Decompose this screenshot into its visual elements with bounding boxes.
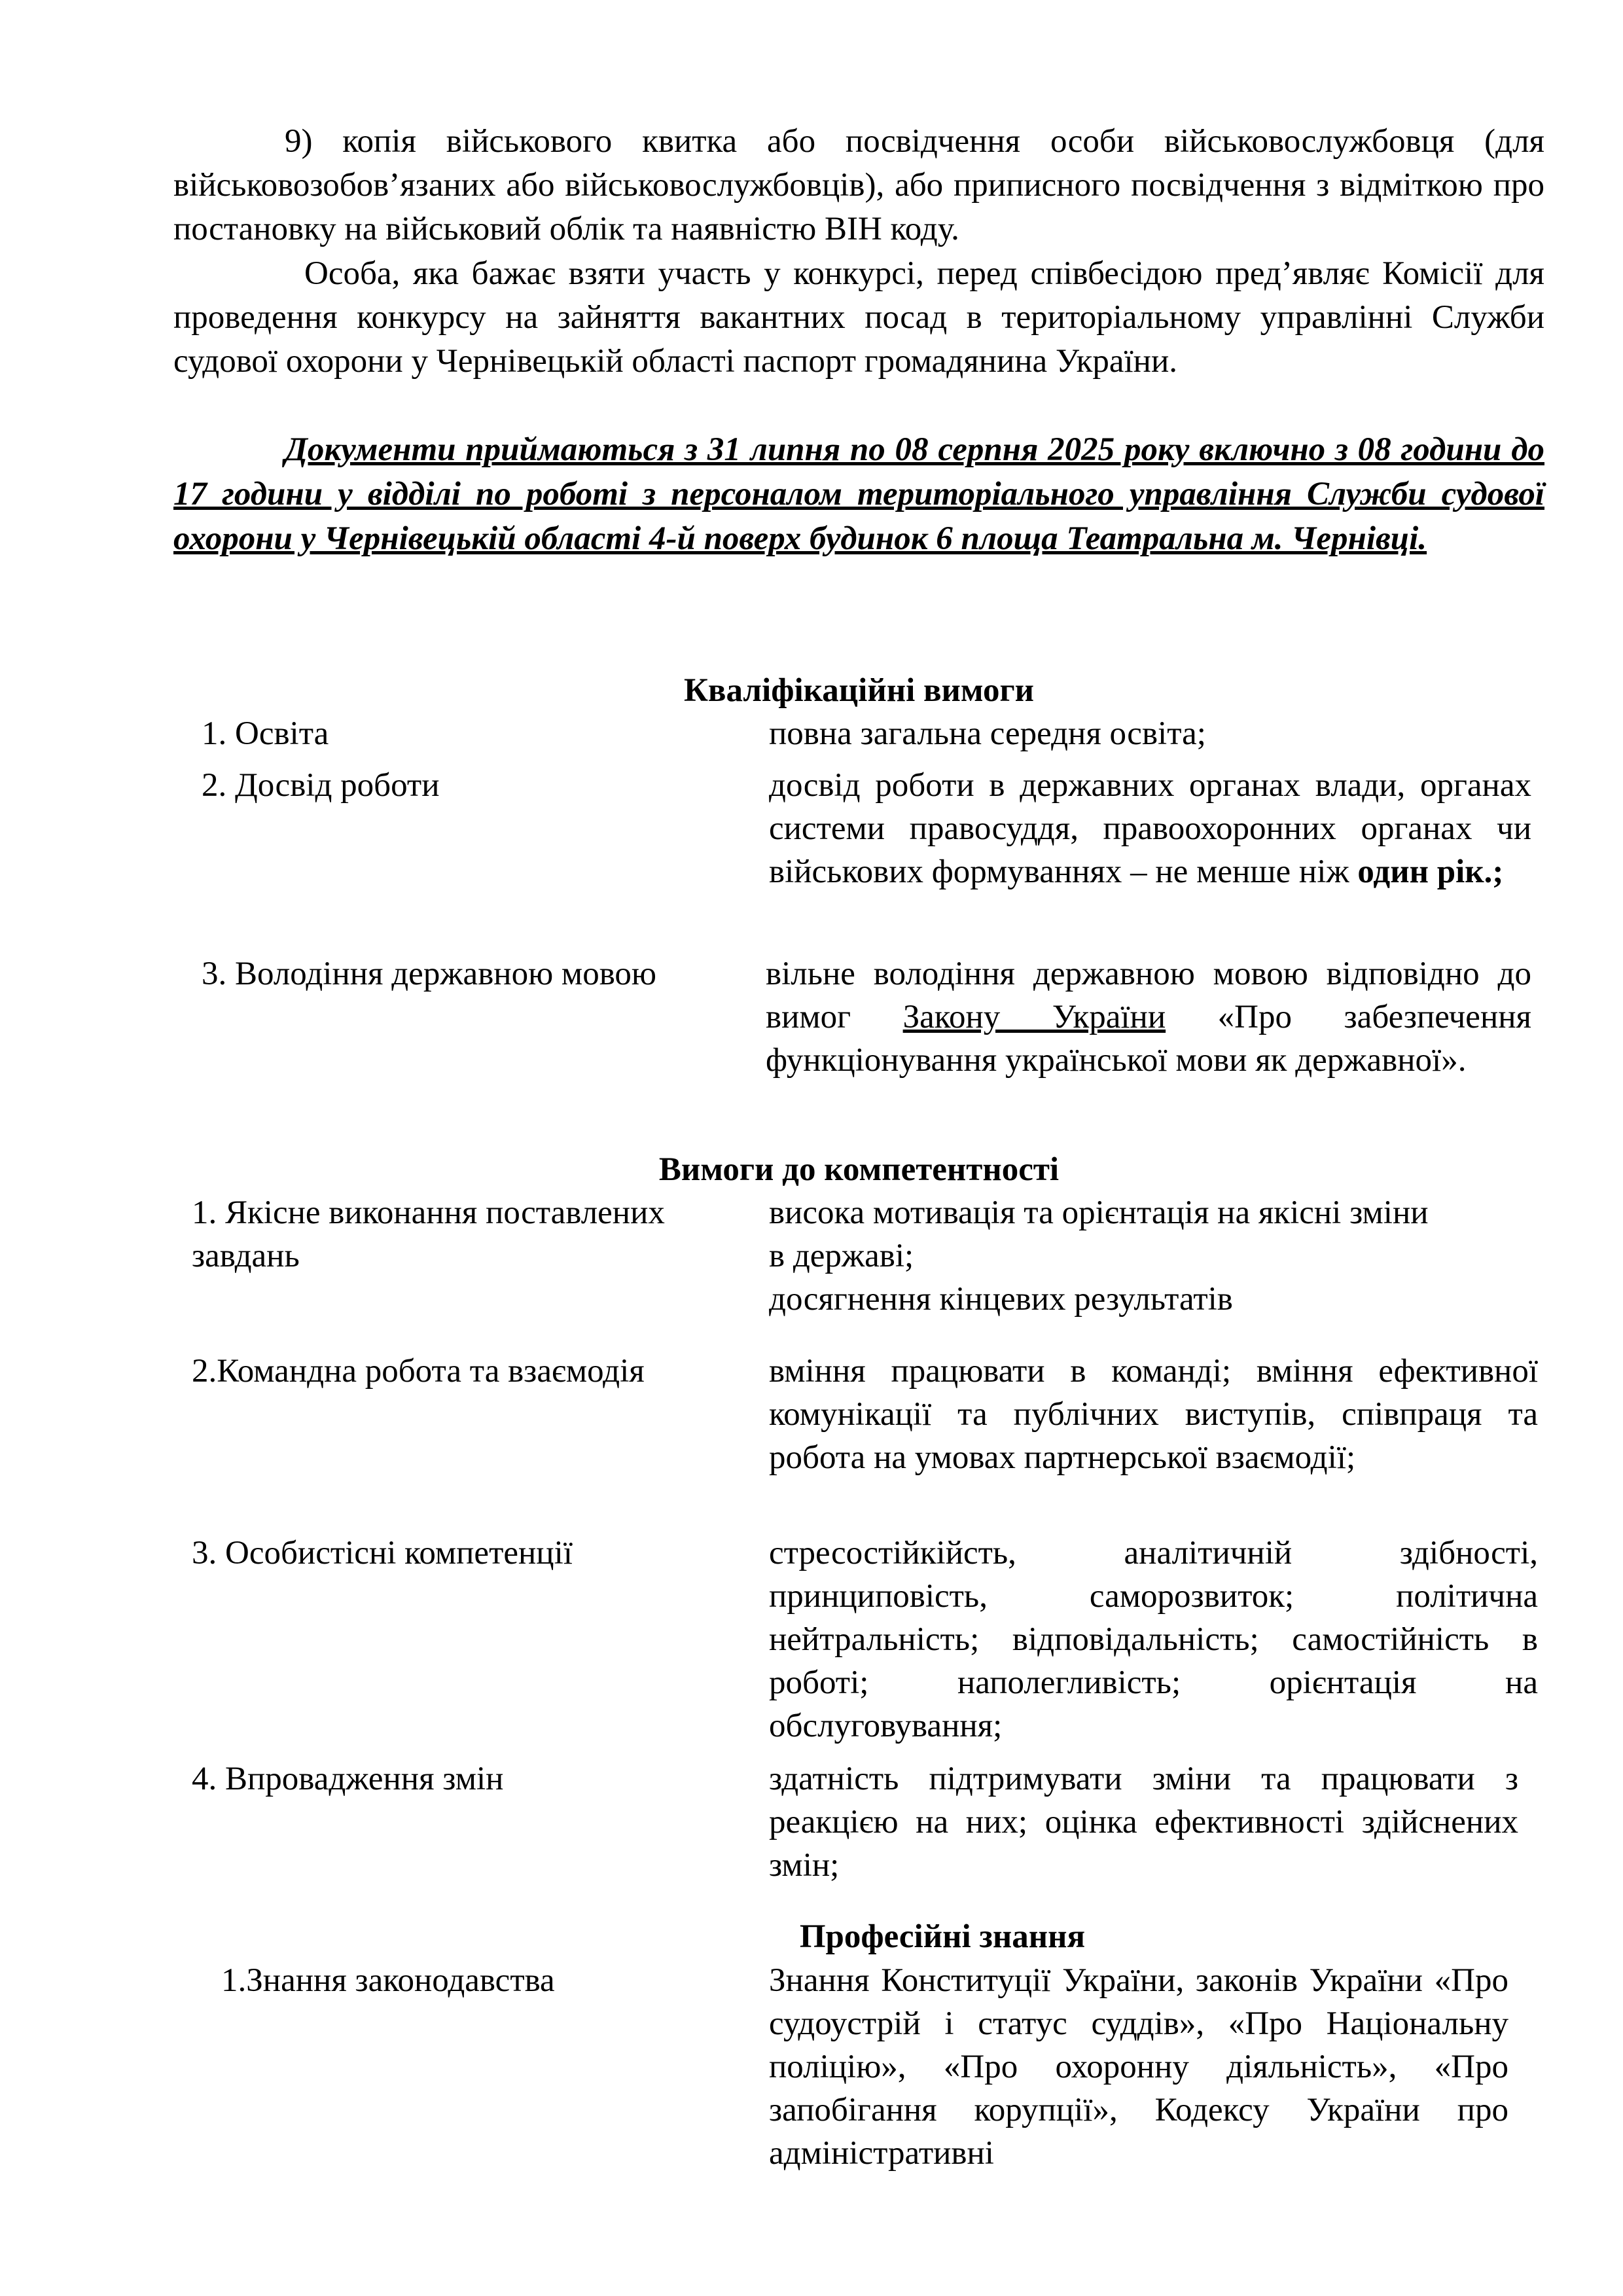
change-label: 4. Впровадження змін — [192, 1761, 504, 1797]
language-text-end: «Про забезпечення функціонування української мови як державної». — [766, 999, 1531, 1079]
experience-label: 2. Досвід роботи — [202, 767, 440, 804]
item-9-military-document: 9) копія військового квитка або посвідчення особи військовослужбовця (для військовозобов’язаних або військовослужбовців), або приписного посвідчення з відміткою про постановку на військовий облік та наявністю ВІН коду. — [173, 123, 1544, 247]
team-label: 2.Командна робота та взаємодія — [192, 1353, 645, 1390]
documents-announcement: Документи приймаються з 31 липня по 08 серпня 2025 року включно з 08 години до 17 години у відділі по роботі з персоналом територіального управління Служби судової охорони у Чернівецькій області 4-й поверх будинок 6 площа Театральна м. Чернівці. — [173, 431, 1544, 557]
change-value: здатність підтримувати зміни та працювати з реакцією на них; оцінка ефективності здійснених змін; — [769, 1761, 1518, 1884]
experience-end: .; — [1484, 853, 1504, 890]
education-label: 1. Освіта — [202, 715, 329, 752]
language-text: вільне володіння державною мовою відповідно до вимог — [766, 956, 1531, 1035]
law-knowledge-value: Знання Конституції України, законів України «Про судоустрій і статус суддів», «Про Національну поліцію», «Про охоронну діяльність», «Про запобігання корупції», Кодексу України про адміністративні — [769, 1962, 1508, 2172]
task-label: 1. Якісне виконання поставлених завдань — [192, 1194, 665, 1274]
competence-title: Вимоги до компетентності — [658, 1151, 1060, 1188]
task-value — [769, 1191, 1430, 1321]
language-label: 3. Володіння державною мовою — [202, 956, 657, 992]
personal-value: стресостійкійсть, аналітичній здібності, принциповість, саморозвиток; політична нейтральність; відповідальність; самостійність в роботі; наполегливість; орієнтація на обслуговування; — [769, 1535, 1538, 1744]
task-value-line-1: висока мотивація та орієнтація на якісні зміни в державі; — [769, 1194, 1429, 1274]
experience-value — [769, 764, 1531, 893]
task-value-line-2: досягнення кінцевих результатів — [769, 1281, 1233, 1318]
passport-note: Особа, яка бажає взяти участь у конкурсі, перед співбесідою пред’являє Комісії для проведення конкурсу на зайняття вакантних посад в територіальному управлінні Служби судової охорони у Чернівецькій області паспорт громадянина України. — [173, 255, 1544, 380]
law-link[interactable]: Закону України — [902, 999, 1166, 1035]
language-value — [766, 952, 1531, 1082]
education-value: повна загальна середня освіта; — [769, 715, 1206, 752]
professional-title: Професійні знання — [799, 1918, 1086, 1955]
personal-label: 3. Особистісні компетенції — [192, 1535, 573, 1571]
qualification-title: Кваліфікаційні вимоги — [683, 672, 1035, 709]
team-value: вміння працювати в команді; вміння ефективної комунікації та публічних виступів, співпраця та робота на умовах партнерської взаємодії; — [769, 1353, 1538, 1476]
law-knowledge-label: 1.Знання законодавства — [221, 1962, 555, 1999]
experience-duration: один рік — [1357, 853, 1484, 890]
experience-text: досвід роботи в державних органах влади, органах системи правосуддя, правоохоронних органах чи військових формуваннях – не менше ніж — [769, 767, 1531, 890]
